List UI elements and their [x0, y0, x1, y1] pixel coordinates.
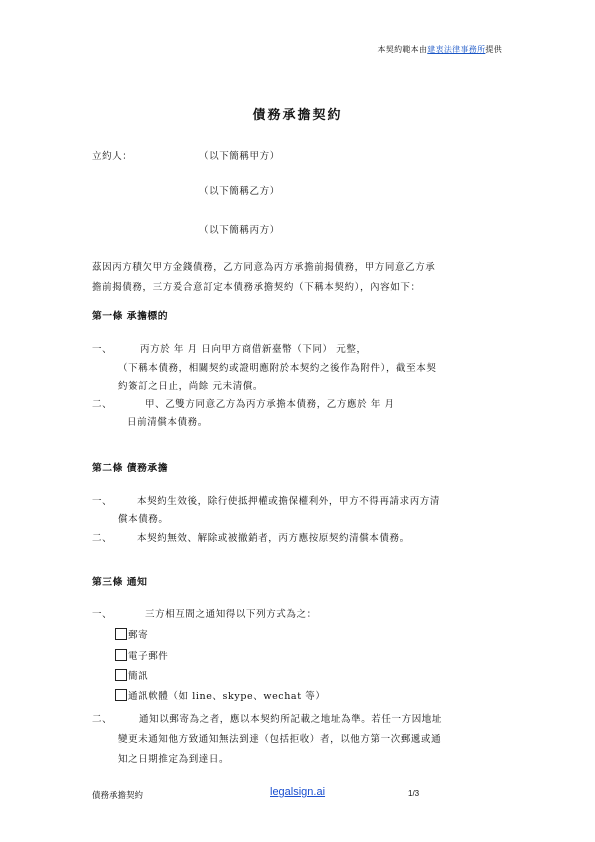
notice-option-label: 郵寄	[128, 630, 149, 641]
article-3-item-2-line-2: 變更未通知他方致通知無法到達（包括拒收）者，以他方第一次郵遞或通	[118, 734, 442, 745]
notice-option-label: 簡訊	[128, 671, 149, 682]
page-header	[377, 44, 502, 55]
intro-line-2: 擔前揭債務，三方爰合意訂定本債務承擔契約（下稱本契約），內容如下：	[92, 282, 421, 293]
article-3-item-2-number: 二、	[92, 714, 113, 725]
notice-option-email[interactable]	[115, 648, 168, 662]
article-2-item-1-line-2: 償本債務。	[118, 514, 169, 525]
checkbox-icon[interactable]	[115, 669, 127, 681]
header-prefix: 本契約範本由	[377, 45, 428, 54]
article-1-item-1-number: 一、	[92, 344, 113, 355]
article-3-item-2-line-3: 知之日期推定為到達日。	[118, 754, 230, 765]
article-1-item-1-line-2: （下稱本債務，相關契約或證明應附於本契約之後作為附件），截至本契	[118, 363, 437, 374]
notice-option-messaging-app[interactable]	[115, 688, 325, 702]
notice-option-label: 電子郵件	[128, 651, 169, 662]
article-1-item-2-line-1: 甲、乙雙方同意乙方為丙方承擔本債務，乙方應於 年 月	[145, 399, 395, 410]
party-c: （以下簡稱丙方）	[199, 225, 280, 236]
article-1-item-1-line-3: 約簽訂之日止，尚餘 元未清償。	[118, 381, 264, 392]
intro-line-1: 茲因丙方積欠甲方金錢債務，乙方同意為丙方承擔前揭債務，甲方同意乙方承	[92, 262, 436, 273]
article-1-item-2-line-2: 日前清償本債務。	[127, 417, 208, 428]
article-2-heading: 第二條 債務承擔	[92, 463, 168, 474]
article-1-heading: 第一條 承擔標的	[92, 311, 168, 322]
article-3-heading: 第三條 通知	[92, 577, 148, 588]
checkbox-icon[interactable]	[115, 649, 127, 661]
article-2-item-1-number: 一、	[92, 496, 113, 507]
notice-option-sms[interactable]	[115, 668, 148, 682]
page-number: 1/3	[408, 789, 420, 798]
article-3-item-2-line-1: 通知以郵寄為之者，應以本契約所記載之地址為準。若任一方因地址	[139, 714, 443, 725]
footer-document-name: 債務承擔契約	[92, 791, 144, 801]
article-3-item-1-line-1: 三方相互間之通知得以下列方式為之：	[145, 609, 317, 620]
header-suffix: 提供	[485, 45, 502, 54]
law-firm-link[interactable]: 建衷法律事務所	[427, 45, 486, 54]
document-title: 債務承擔契約	[252, 108, 343, 123]
article-2-item-2-number: 二、	[92, 533, 113, 544]
article-1-item-2-number: 二、	[92, 399, 113, 410]
party-b: （以下簡稱乙方）	[199, 186, 280, 197]
article-3-item-1-number: 一、	[92, 609, 113, 620]
notice-option-mail[interactable]	[115, 627, 148, 641]
checkbox-icon[interactable]	[115, 689, 127, 701]
article-1-item-1-line-1: 丙方於 年 月 日向甲方商借新臺幣（下同） 元整，	[140, 344, 367, 355]
notice-option-label: 通訊軟體（如 line、skype、wechat 等）	[128, 691, 326, 702]
footer-website-link[interactable]: legalsign.ai	[270, 786, 326, 798]
article-2-item-2-line-1: 本契約無效、解除或被撤銷者，丙方應按原契約清償本債務。	[137, 533, 410, 544]
checkbox-icon[interactable]	[115, 628, 127, 640]
article-2-item-1-line-1: 本契約生效後，除行使抵押權或擔保權利外，甲方不得再請求丙方清	[137, 496, 441, 507]
parties-label: 立約人：	[92, 151, 133, 162]
party-a: （以下簡稱甲方）	[199, 151, 280, 162]
